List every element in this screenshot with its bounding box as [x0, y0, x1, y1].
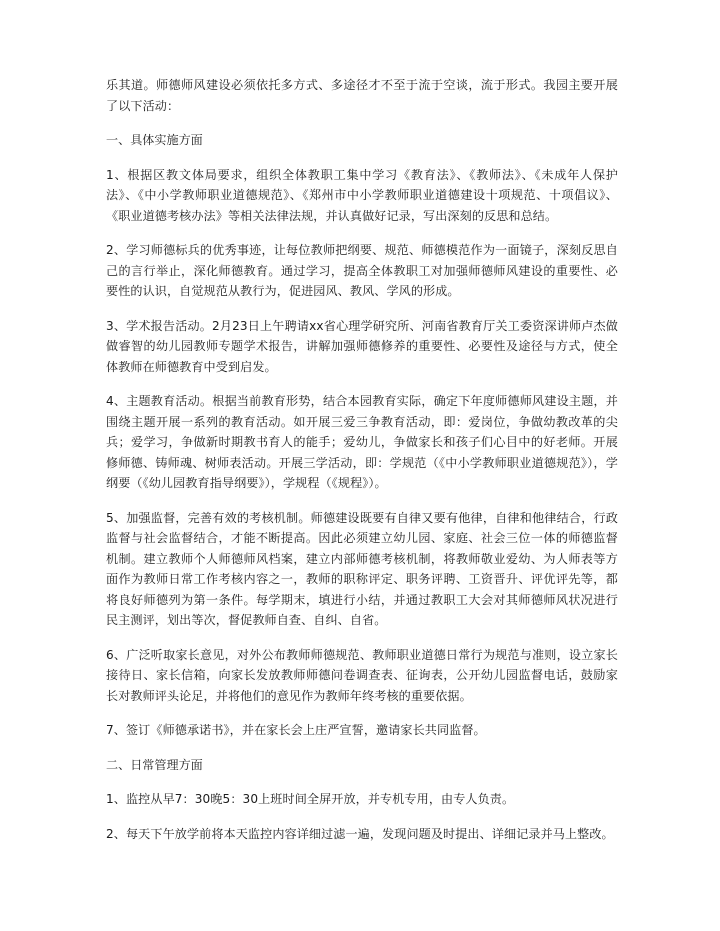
daily-paragraph-2: 2、每天下午放学前将本天监控内容详细过滤一遍，发现问题及时提出、详细记录并马上整改。 [106, 826, 614, 841]
item-paragraph-5: 5、加强监督，完善有效的考核机制。师德建设既要有自律又要有他律，自律和他律结合，行政监督与社会监督结合，才能不断提高。因此必须建立幼儿园、家庭、社会三位一体的师德监督机制。建立教师个人师德师风档案，建立内部师德考核机制，将教师敬业爱幼、为人师表等方面作为教师日常工作考核内容之一，教师的职称评定、职务评聘、工资晋升、评优评先等，都将良好师德列为第一条件。每学期末，填进行小结，并通过教职工大会对其师德师风状况进行民主测评，划出等次，督促教师自查、自纠、自省。 [106, 510, 618, 627]
item-paragraph-7: 7、签订《师德承诺书》，并在家长会上庄严宣誓，邀请家长共同监督。 [106, 723, 486, 737]
item-paragraph-1: 1、根据区教文体局要求，组织全体教职工集中学习《教育法》、《教师法》、《未成年人保护法》、《中小学教师职业道德规范》、《郑州市中小学教师职业道德建设十项规范、十项倡议》、《职业道德考核办法》等相关法律法规，并认真做好记录，写出深刻的反思和总结。 [106, 167, 618, 223]
intro-paragraph: 乐其道。师德师风建设必须依托多方式、多途径才不至于流于空谈，流于形式。我园主要开展了以下活动： [106, 78, 618, 113]
section-heading-implementation: 一、具体实施方面 [106, 133, 203, 147]
item-paragraph-6: 6、广泛听取家长意见，对外公布教师师德规范、教师职业道德日常行为规范与准则，设立家长接待日、家长信箱，向家长发放教师师德问卷调查表、征询表，公开幼儿园监督电话，鼓励家长对教师评头论足，并将他们的意见作为教师年终考核的重要依据。 [106, 647, 618, 703]
item-paragraph-3: 3、学术报告活动。2月23日上午聘请xx省心理学研究所、河南省教育厅关工委资深讲师卢杰做做睿智的幼儿园教师专题学术报告，讲解加强师德修养的重要性、必要性及途径与方式，使全体教师在师德教育中受到启发。 [106, 318, 618, 374]
document-page [106, 75, 618, 858]
section-heading-daily-management: 二、日常管理方面 [106, 757, 203, 772]
item-paragraph-2: 2、学习师德标兵的优秀事迹，让每位教师把纲要、规范、师德模范作为一面镜子，深刻反思自己的言行举止，深化师德教育。通过学习，提高全体教职工对加强师德师风建设的重要性、必要性的认识，自觉规范从教行为，促进园风、教风、学风的形成。 [106, 243, 618, 298]
daily-paragraph-1: 1、监控从早7：30晚5：30上班时间全屏开放，并专机专用，由专人负责。 [106, 792, 515, 806]
item-paragraph-4: 4、主题教育活动。根据当前教育形势，结合本园教育实际，确定下年度师德师风建设主题，并围绕主题开展一系列的教育活动。如开展三爱三争教育活动，即：爱岗位，争做幼教改革的尖兵；爱学习，争做新时期教书育人的能手；爱幼儿，争做家长和孩子们心目中的好老师。开展修师德、铸师魂、树师表活动。开展三学活动，即：学规范（《中小学教师职业道德规范》），学纲要（《幼儿园教育指导纲要》），学规程（《规程》）。 [106, 394, 618, 490]
